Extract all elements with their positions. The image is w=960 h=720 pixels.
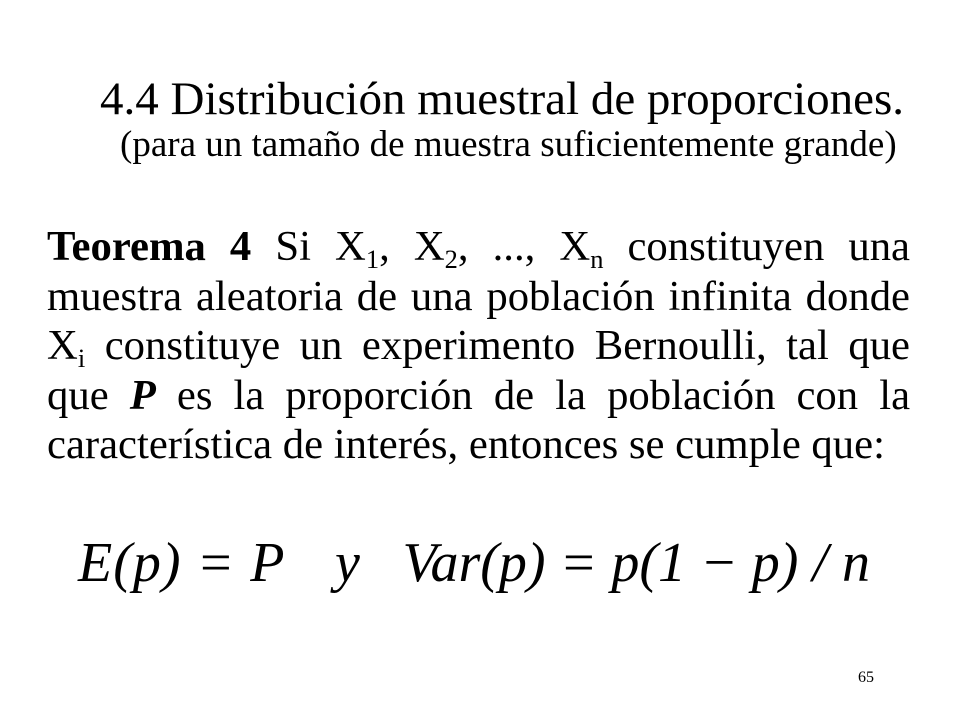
theorem-text: X [47,322,78,369]
theorem-text: constituye un experimento Bernoulli, tal que [104,322,910,369]
theorem-line-1 [47,222,910,272]
page-number: 65 [858,669,874,686]
slide-subtitle: (para un tamaño de muestra suficientemente grande) [120,124,897,165]
theorem-text: constituyen una [627,223,910,270]
theorem-line-5: característica de interés, entonces se cumple que: [47,421,885,468]
subscript: 2 [444,243,458,274]
theorem-text: , ..., X [457,223,591,270]
formula-connector: y [335,532,360,594]
subscript: i [77,342,86,373]
theorem-label: Teorema 4 [47,223,252,270]
subscript: 1 [365,243,380,274]
theorem-text: es la proporción de la población con la [176,371,911,419]
theorem-text: Si X [275,223,366,270]
theorem-paragraph [47,222,910,470]
theorem-line-2: muestra aleatoria de una población infinita donde [47,272,910,320]
theorem-line-4 [47,371,910,421]
theorem-line-3 [47,321,910,371]
theorem-text: que [47,371,109,419]
subscript: n [590,243,604,274]
variance-formula: Var(p) = p(1 − p) / n [402,532,870,594]
theorem-text: , X [379,223,445,270]
expectation-formula: E(p) = P [78,532,286,594]
slide-title: 4.4 Distribución muestral de proporciones. [100,73,905,125]
proportion-symbol: P [129,371,156,419]
